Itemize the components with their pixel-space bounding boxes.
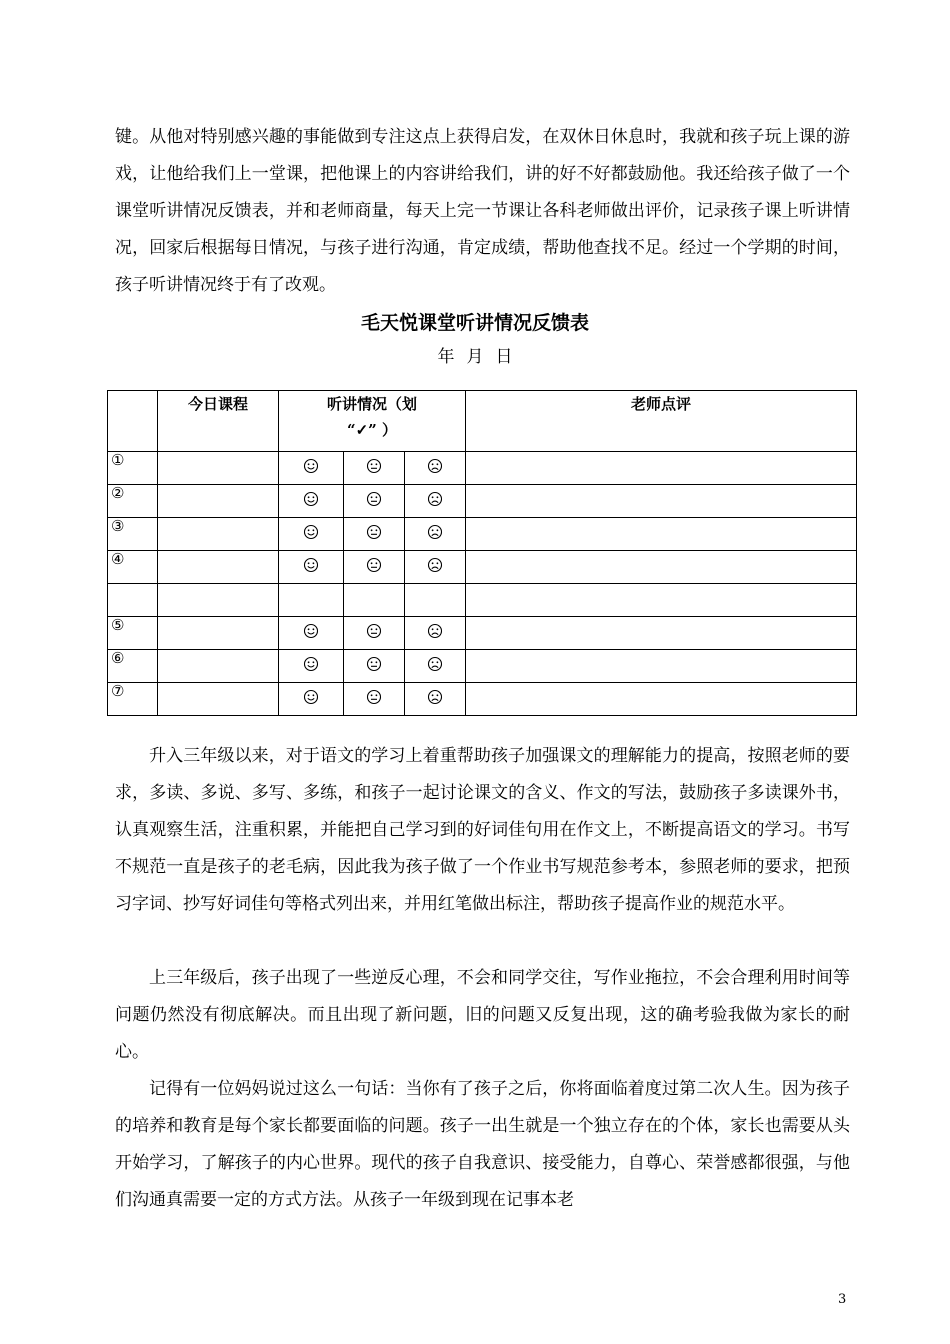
row-number: ⑤: [108, 617, 158, 650]
neutral-face-cell: [344, 551, 405, 584]
course-cell: [158, 650, 279, 683]
comment-cell: [466, 584, 857, 617]
sad-face-icon: [427, 658, 443, 676]
smile-face-cell: [279, 683, 344, 716]
feedback-table: [107, 390, 857, 716]
header-course: 今日课程: [158, 391, 279, 452]
smile-face-cell: [279, 518, 344, 551]
page-number: 3: [838, 1292, 847, 1307]
table-row: [108, 683, 857, 716]
sad-face-icon: [427, 460, 443, 478]
header-number-cell: [108, 391, 158, 452]
sad-face-cell: [405, 551, 466, 584]
smile-face-icon: [303, 691, 319, 709]
smile-face-icon: [303, 559, 319, 577]
neutral-face-cell: [344, 650, 405, 683]
row-number: ④: [108, 551, 158, 584]
sad-face-cell: [405, 617, 466, 650]
neutral-face-cell: [344, 683, 405, 716]
row-number: ⑦: [108, 683, 158, 716]
paragraph-1: 键。从他对特别感兴趣的事能做到专注这点上获得启发，在双休日休息时，我就和孩子玩上课的游戏，让他给我们上一堂课，把他课上的内容讲给我们，讲的好不好都鼓励他。我还给孩子做了一个课堂听讲情况反馈表，并和老师商量，每天上完一节课让各科老师做出评价，记录孩子课上听讲情况，回家后根据每日情况，与孩子进行沟通，肯定成绩，帮助他查找不足。经过一个学期的时间，孩子听讲情况终于有了改观。: [115, 127, 850, 295]
neutral-face-icon: [366, 460, 382, 478]
header-listening-line2: “✓” ）: [346, 421, 398, 439]
sad-face-cell: [405, 584, 466, 617]
course-cell: [158, 617, 279, 650]
paragraph-2: 升入三年级以来，对于语文的学习上着重帮助孩子加强课文的理解能力的提高，按照老师的要求，多读、多说、多写、多练，和孩子一起讨论课文的含义、作文的写法，鼓励孩子多读课外书，认真观察生活，注重积累，并能把自己学习到的好词佳句用在作文上，不断提高语文的学习。书写不规范一直是孩子的老毛病，因此我为孩子做了一个作业书写规范参考本，参照老师的要求，把预习字词、抄写好词佳句等格式列出来，并用红笔做出标注，帮助孩子提高作业的规范水平。: [115, 746, 850, 914]
sad-face-icon: [427, 526, 443, 544]
smile-face-icon: [303, 526, 319, 544]
sad-face-cell: [405, 485, 466, 518]
neutral-face-cell: [344, 485, 405, 518]
table-row: [108, 485, 857, 518]
table-title: 毛天悦课堂听讲情况反馈表: [360, 312, 589, 334]
smile-face-cell: [279, 551, 344, 584]
row-number: ①: [108, 452, 158, 485]
table-body: [108, 452, 857, 716]
neutral-face-icon: [366, 691, 382, 709]
neutral-face-cell: [344, 452, 405, 485]
row-number: ③: [108, 518, 158, 551]
smile-face-icon: [303, 625, 319, 643]
sad-face-cell: [405, 518, 466, 551]
header-listening: [279, 391, 466, 452]
sad-face-icon: [427, 625, 443, 643]
smile-face-cell: [279, 584, 344, 617]
table-row: [108, 551, 857, 584]
header-comment: 老师点评: [466, 391, 857, 452]
row-number: ②: [108, 485, 158, 518]
sad-face-cell: [405, 683, 466, 716]
neutral-face-icon: [366, 493, 382, 511]
course-cell: [158, 683, 279, 716]
date-month: 月: [466, 347, 484, 367]
table-row: [108, 518, 857, 551]
paragraph-4: 记得有一位妈妈说过这么一句话：当你有了孩子之后，你将面临着度过第二次人生。因为孩子的培养和教育是每个家长都要面临的问题。孩子一出生就是一个独立存在的个体，家长也需要从头开始学习，了解孩子的内心世界。现代的孩子自我意识、接受能力，自尊心、荣誉感都很强，与他们沟通真需要一定的方式方法。从孩子一年级到现在记事本老: [115, 1079, 850, 1210]
sad-face-cell: [405, 650, 466, 683]
smile-face-icon: [303, 493, 319, 511]
table-row: [108, 650, 857, 683]
neutral-face-icon: [366, 625, 382, 643]
course-cell: [158, 485, 279, 518]
table-header-row: [108, 391, 857, 452]
course-cell: [158, 518, 279, 551]
neutral-face-icon: [366, 658, 382, 676]
sad-face-icon: [427, 559, 443, 577]
date-line: [0, 343, 950, 371]
table-row: [108, 617, 857, 650]
sad-face-icon: [427, 493, 443, 511]
row-number: ⑥: [108, 650, 158, 683]
date-day: 日: [495, 347, 513, 367]
comment-cell: [466, 617, 857, 650]
date-year: 年: [437, 347, 455, 367]
smile-face-icon: [303, 658, 319, 676]
course-cell: [158, 452, 279, 485]
header-listening-line1: 听讲情况（划: [327, 395, 418, 413]
smile-face-cell: [279, 650, 344, 683]
table-row: [108, 452, 857, 485]
row-number: [108, 584, 158, 617]
sad-face-cell: [405, 452, 466, 485]
smile-face-cell: [279, 485, 344, 518]
table-row: [108, 584, 857, 617]
smile-face-icon: [303, 460, 319, 478]
comment-cell: [466, 452, 857, 485]
neutral-face-cell: [344, 584, 405, 617]
neutral-face-icon: [366, 526, 382, 544]
sad-face-icon: [427, 691, 443, 709]
comment-cell: [466, 485, 857, 518]
paragraph-3: 上三年级后，孩子出现了一些逆反心理，不会和同学交往，写作业拖拉，不会合理利用时间等问题仍然没有彻底解决。而且出现了新问题，旧的问题又反复出现，这的确考验我做为家长的耐心。: [115, 968, 850, 1062]
course-cell: [158, 551, 279, 584]
neutral-face-cell: [344, 518, 405, 551]
course-cell: [158, 584, 279, 617]
comment-cell: [466, 551, 857, 584]
comment-cell: [466, 518, 857, 551]
smile-face-cell: [279, 452, 344, 485]
neutral-face-cell: [344, 617, 405, 650]
smile-face-cell: [279, 617, 344, 650]
neutral-face-icon: [366, 559, 382, 577]
comment-cell: [466, 650, 857, 683]
comment-cell: [466, 683, 857, 716]
